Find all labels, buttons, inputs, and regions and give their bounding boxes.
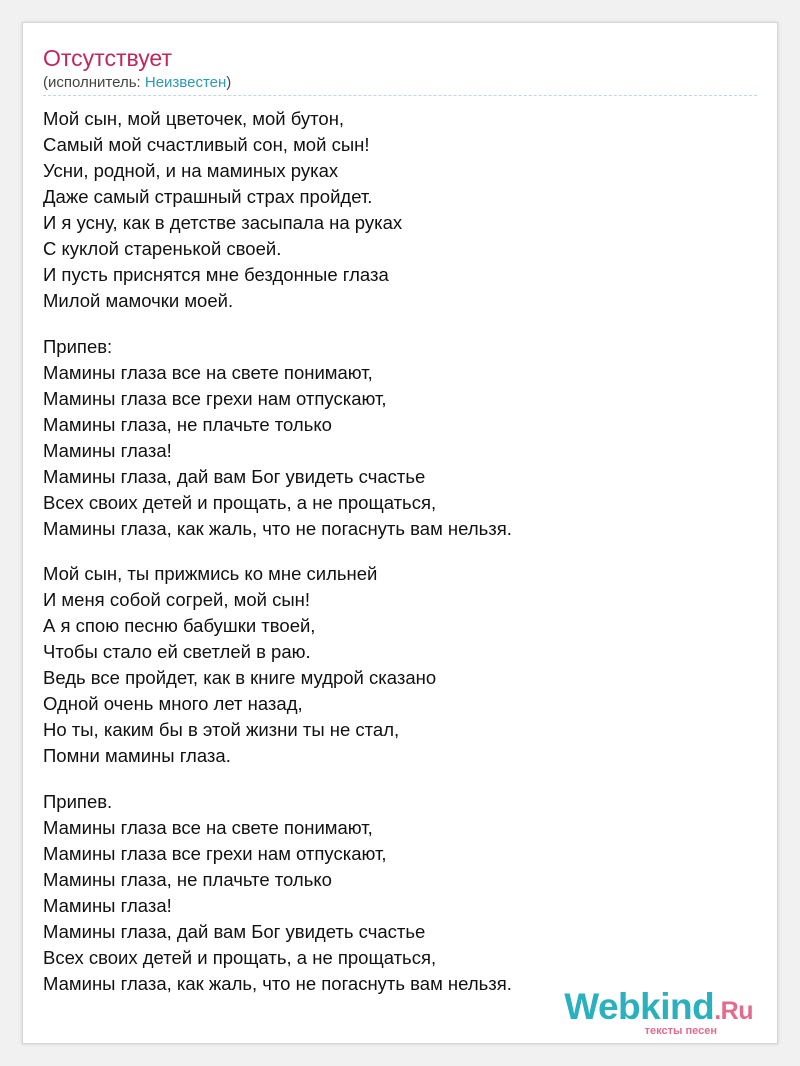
lyric-line: Усни, родной, и на маминых руках: [43, 160, 339, 181]
lyric-line: Мамины глаза все грехи нам отпускают,: [43, 387, 387, 409]
lyric-line: Мамины глаза, как жаль, что не погаснуть вам нельзя.: [43, 972, 512, 994]
stanza-gap: [43, 314, 512, 334]
artist-prefix: (исполнитель:: [43, 74, 145, 91]
lyric-line: Мой сын, ты прижмись ко мне сильней: [43, 563, 378, 584]
lyric-line: Мамины глаза, дай вам Бог увидеть счастье: [43, 920, 426, 942]
lyric-line: Всех своих детей и прощать, а не прощаться,: [43, 946, 437, 968]
site-logo[interactable]: [565, 985, 765, 1043]
artist-link[interactable]: Неизвестен: [144, 74, 227, 91]
lyric-line: Мамины глаза, дай вам Бог увидеть счастье: [43, 465, 426, 487]
lyric-line: Ведь все пройдет, как в книге мудрой сказано: [43, 667, 437, 688]
lyric-line: Мамины глаза!: [43, 894, 172, 916]
stanza-gap: [43, 542, 512, 562]
song-title: Отсутствует: [43, 45, 172, 71]
lyric-line: Мамины глаза!: [43, 439, 172, 461]
lyric-line: Мой сын, мой цветочек, мой бутон,: [43, 108, 345, 129]
logo-tld: .Ru: [714, 997, 753, 1025]
lyric-line: Помни мамины глаза.: [43, 745, 231, 766]
stanza-gap: [43, 769, 512, 789]
lyric-line: Самый мой счастливый сон, мой сын!: [43, 134, 370, 155]
lyric-line: Милой мамочки моей.: [43, 290, 234, 311]
lyric-line: Но ты, каким бы в этой жизни ты не стал,: [43, 719, 400, 740]
lyric-line: Припев:: [43, 335, 113, 357]
lyrics-card: [22, 22, 778, 1044]
lyric-line: Одной очень много лет назад,: [43, 693, 303, 714]
lyric-line: Мамины глаза все на свете понимают,: [43, 361, 373, 383]
lyric-line: И пусть приснятся мне бездонные глаза: [43, 264, 389, 285]
logo-brand: Webkind: [564, 986, 715, 1027]
lyric-line: Мамины глаза все на свете понимают,: [43, 816, 373, 838]
lyric-line: Припев.: [43, 790, 113, 812]
title-divider: [43, 95, 757, 96]
lyric-line: А я спою песню бабушки твоей,: [43, 615, 316, 636]
lyric-line: Мамины глаза, как жаль, что не погаснуть вам нельзя.: [43, 517, 512, 539]
lyric-line: Мамины глаза, не плачьте только: [43, 868, 332, 890]
artist-suffix: ): [226, 74, 232, 91]
lyric-line: И меня собой согрей, мой сын!: [43, 589, 310, 610]
lyric-line: С куклой старенькой своей.: [43, 238, 282, 259]
lyric-line: Мамины глаза все грехи нам отпускают,: [43, 842, 387, 864]
lyrics-text: [43, 106, 512, 997]
lyric-line: Даже самый страшный страх пройдет.: [43, 186, 373, 207]
lyric-line: Чтобы стало ей светлей в раю.: [43, 641, 311, 662]
lyric-line: И я усну, как в детстве засыпала на руках: [43, 212, 403, 233]
lyric-line: Мамины глаза, не плачьте только: [43, 413, 332, 435]
lyric-line: Всех своих детей и прощать, а не прощаться,: [43, 491, 437, 513]
logo-tagline: тексты песен: [644, 1025, 717, 1037]
artist-line: [43, 74, 231, 92]
